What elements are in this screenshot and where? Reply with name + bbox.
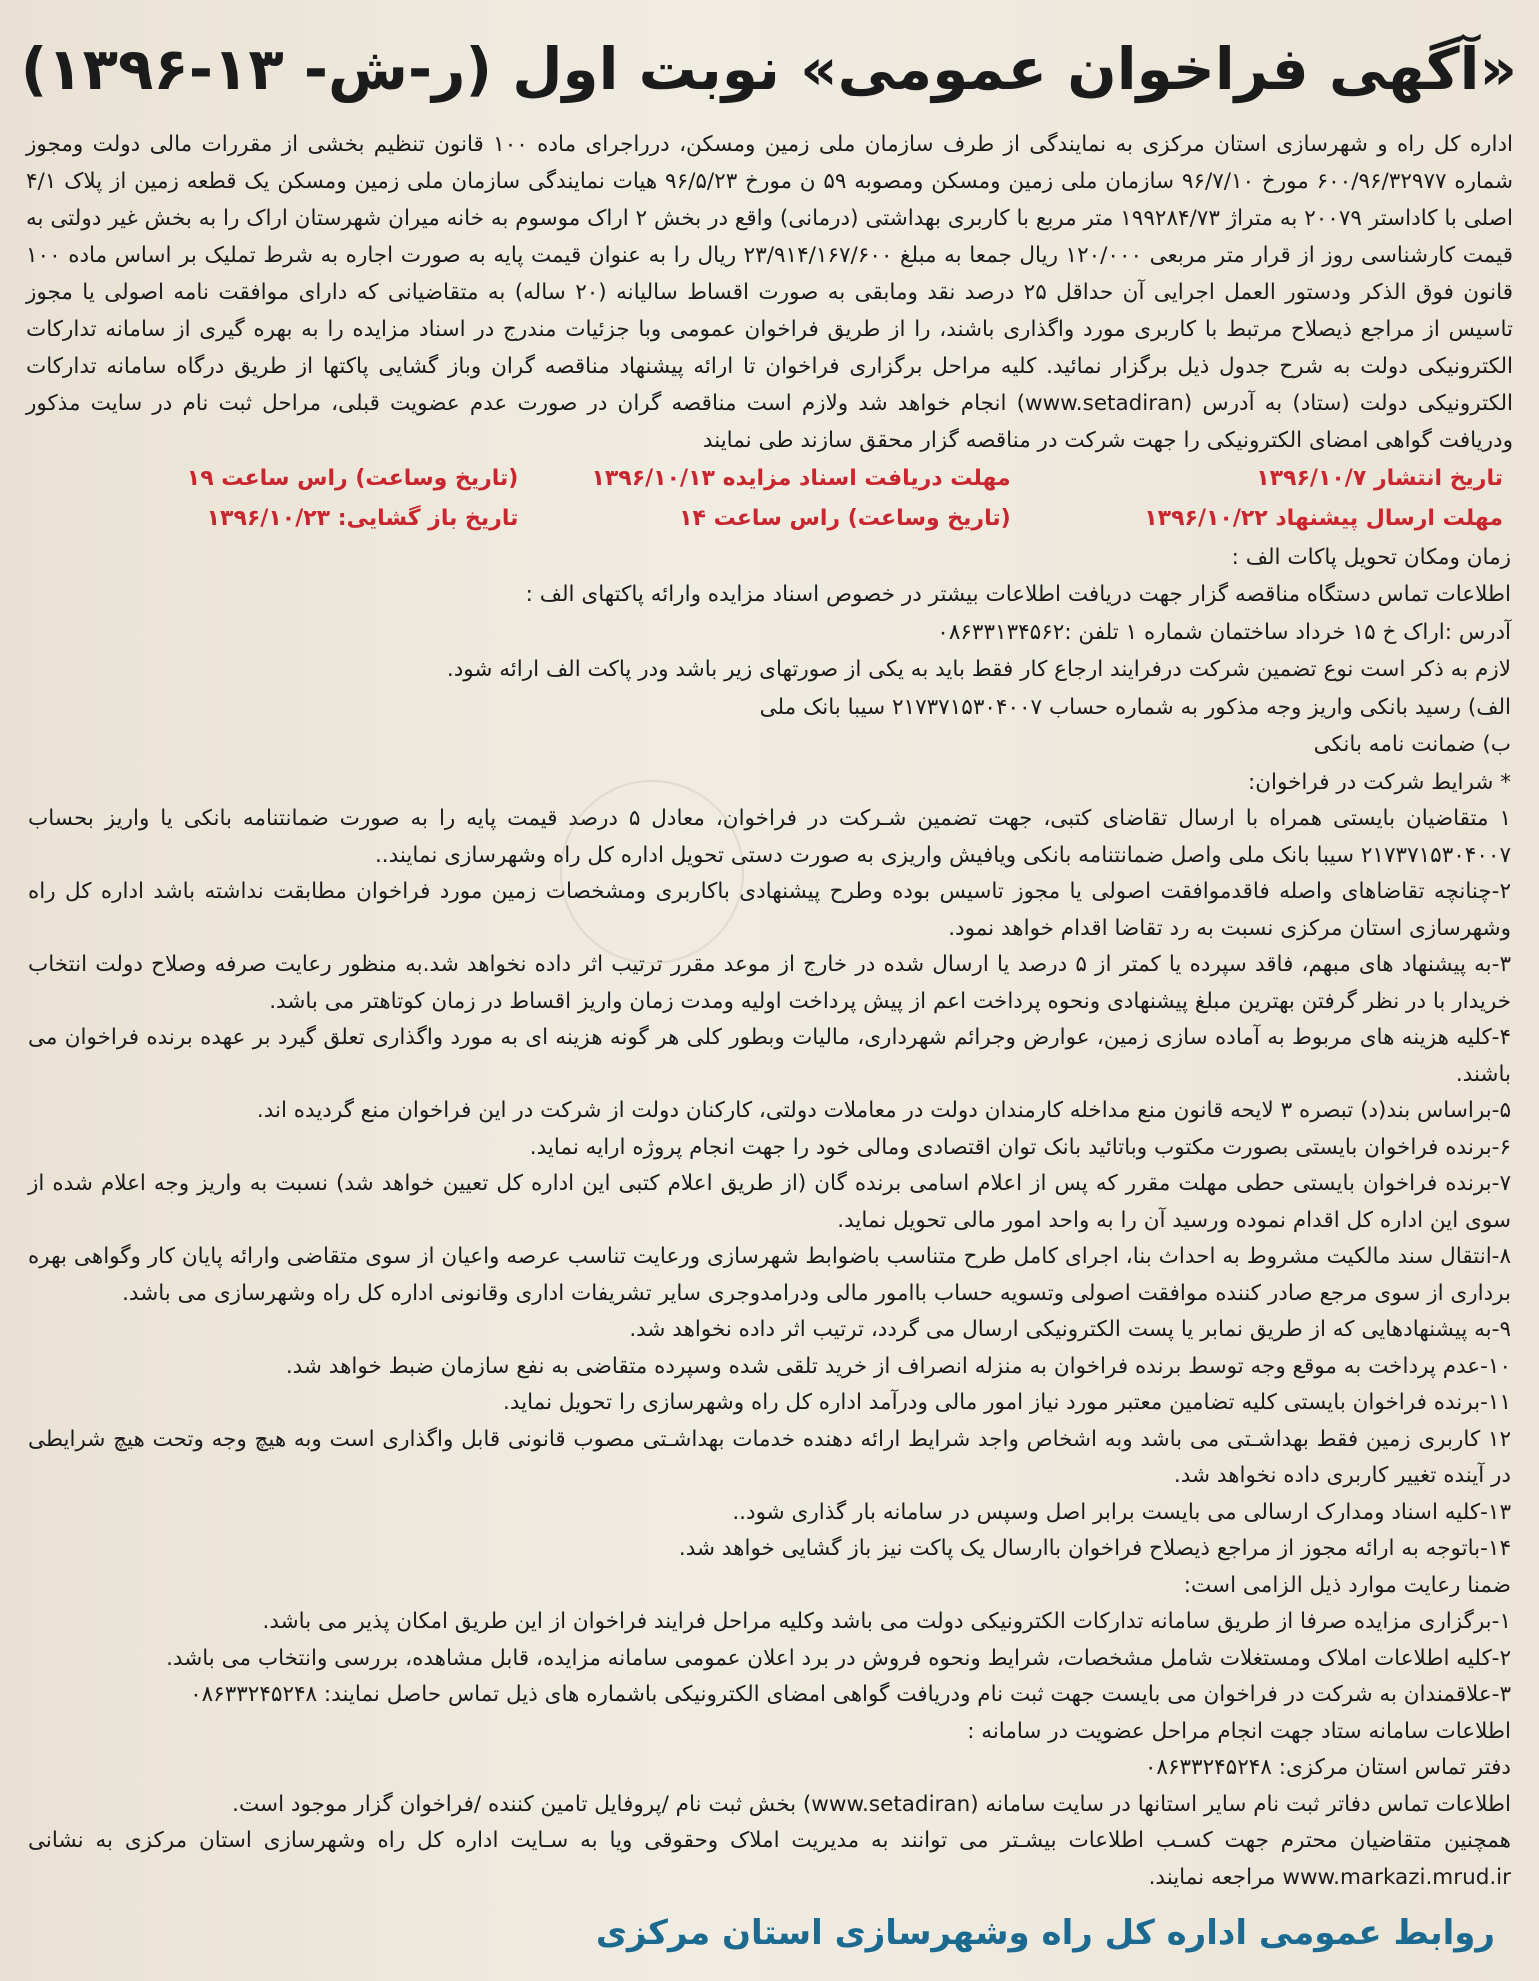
- more-info-line: همچنین متقاضیان محترم جهت کسـب اطلاعات بیشـتر می توانند به مدیریت املاک وحقوقی ویا به سـایت اداره کل راه وشهرسازی استان مرکزی به نشانی www.markazi.mrud.ir مراجعه نمایند.: [28, 1828, 1511, 1890]
- conditions-list: [28, 801, 1511, 1896]
- condition-item: ۲-چنانچه تقاضاهای واصله فاقدموافقت اصولی یا مجوز تاسیس بوده وطرح پیشنهادی باکاربری ومشخصات زمین مورد فراخوان مطابقت نداشته باشد اداره کل راه وشهرسازی استان مرکزی نسبت به رد تقاضا اقدام خواهد نمود.: [28, 879, 1511, 941]
- guarantee-option-a: الف) رسید بانکی واریز وجه مذکور به شماره حساب ۲۱۷۳۷۱۵۳۰۴۰۰۷ سیبا بانک ملی: [759, 694, 1511, 720]
- condition-item: ۶-برنده فراخوان بایستی بصورت مکتوب وباتائید بانک توان اقتصادی ومالی خود را جهت انجام پروژه ارایه نماید.: [529, 1134, 1511, 1160]
- publish-date: تاریخ انتشار ۱۳۹۶/۱۰/۷: [1256, 465, 1503, 491]
- notice-title: «آگهی فراخوان عمومی» نوبت اول (ر-ش- ۱۳-۱۳۹۶): [20, 35, 1517, 103]
- condition-item: ۱۰-عدم پرداخت به موقع وجه توسط برنده فراخوان به منزله انصراف از خرید تلقی شده وسپرده متقاضی به نفع سازمان ضبط خواهد شد.: [285, 1353, 1511, 1379]
- delivery-line: زمان ومکان تحویل پاکات الف :: [1231, 544, 1511, 570]
- guarantee-option-b: ب) ضمانت نامه بانکی: [1313, 732, 1511, 758]
- condition-item: ۱۳-کلیه اسناد ومدارک ارسالی می بایست برابر اصل وسپس در سامانه بار گذاری شود..: [732, 1499, 1511, 1525]
- bid-deadline: مهلت ارسال پیشنهاد ۱۳۹۶/۱۰/۲۲: [1144, 505, 1503, 531]
- office-contact-line: دفتر تماس استان مرکزی: ۰۸۶۳۳۲۴۵۲۴۸: [1144, 1755, 1511, 1781]
- condition-item: ۵-براساس بند(د) تبصره ۳ لایحه قانون منع مداخله کارمندان دولت در معاملات دولتی، کارکنان دولت از شرکت در این فراخوان منع گردیده اند.: [256, 1098, 1511, 1124]
- guarantee-note: لازم به ذکر است نوع تضمین شرکت درفرایند ارجاع کار فقط باید به یکی از صورتهای زیر باشد ودر پاکت الف ارائه شود.: [446, 657, 1511, 683]
- condition-item: ۱۱-برنده فراخوان بایستی کلیه تضامین معتبر مورد نیاز امور مالی ودرآمد اداره کل راه وشهرسازی را تحویل نماید.: [503, 1390, 1511, 1416]
- opening-date: تاریخ باز گشایی: ۱۳۹۶/۱۰/۲۳: [206, 505, 519, 531]
- condition-item: ۳-به پیشنهاد های مبهم، فاقد سپرده یا کمتر از ۵ درصد یا ارسال شده در خارج از موعد مقرر ترتیب اثر داده نخواهد شد.به منظور رعایت صرفه وصلاح دولت انتخاب خریدار با در نظر گرفتن بهترین مبلغ پیشنهادی ونحوه پرداخت اعم از پیش پرداخت اولیه ومدت زمان واریز اقساط در زمان کوتاهتر می باشد.: [28, 952, 1511, 1014]
- docs-time: (تاریخ وساعت) راس ساعت ۱۹: [186, 465, 519, 491]
- requirement-item: ۳-علاقمندان به شرکت در فراخوان می بایست جهت ثبت نام ودریافت گواهی امضای الکترونیکی باشماره های ذیل تماس حاصل نمایند: ۰۸۶۳۳۲۴۵۲۴۸: [190, 1682, 1511, 1708]
- info-block: [28, 539, 1511, 802]
- contact-heading: اطلاعات تماس دستگاه مناقصه گزار جهت دریافت اطلاعات بیشتر در خصوص اسناد مزایده وارائه پاکتهای الف :: [525, 582, 1511, 608]
- condition-item: ۹-به پیشنهادهایی که از طریق نمابر یا پست الکترونیکی ارسال می گردد، ترتیب اثر داده نخواهد شد.: [629, 1317, 1511, 1343]
- conditions-heading: * شرایط شرکت در فراخوان:: [1247, 769, 1511, 795]
- condition-item: ۱۲ کاربری زمین فقط بهداشـتی می باشد وبه اشخاص واجد شرایط ارائه دهنده خدمات بهداشـتی مصوب قانونی قابل واگذاری است وبه هیچ وجه وتحت هیچ شرایطی در آینده تغییر کاربری داده نخواهد شد.: [28, 1426, 1511, 1489]
- condition-item: ۱۴-باتوجه به ارائه مجوز از مراجع ذیصلاح فراخوان باارسال یک پاکت نیز باز گشایی خواهد شد.: [678, 1536, 1511, 1562]
- docs-deadline: مهلت دریافت اسناد مزایده ۱۳۹۶/۱۰/۱۳: [591, 465, 1011, 491]
- condition-item: ۷-برنده فراخوان بایستی حطی مهلت مقرر که پس از اعلام اسامی برنده گان (از طریق اعلام کتبی این اداره کل تعیین خواهد شد) نسبت به واریز وجه اعلام شده از سوی این اداره کل اقدام نموده ورسید آن را به واحد امور مالی تحویل نماید.: [28, 1171, 1511, 1233]
- other-provinces-line: اطلاعات تماس دفاتر ثبت نام سایر استانها در سایت سامانه (www.setadiran) بخش ثبت نام /پروفایل تامین کننده /فراخوان گزار موجود است.: [232, 1791, 1511, 1817]
- requirement-item: ۱-برگزاری مزایده صرفا از طریق سامانه تدارکات الکترونیکی دولت می باشد وکلیه مراحل فرایند فراخوان از این طریق امکان پذیر می باشد.: [262, 1609, 1511, 1635]
- setad-info-line: اطلاعات سامانه ستاد جهت انجام مراحل عضویت در سامانه :: [967, 1718, 1511, 1744]
- footer-signature: روابط عمومی اداره کل راه وشهرسازی استان مرکزی: [595, 1913, 1495, 1953]
- dates-table: [36, 459, 1503, 539]
- address-line: آدرس :اراک خ ۱۵ خرداد ساختمان شماره ۱ تلفن :۰۸۶۳۳۱۳۴۵۶۲: [937, 619, 1511, 645]
- bid-time: (تاریخ وساعت) راس ساعت ۱۴: [679, 505, 1011, 531]
- condition-item: ۴-کلیه هزینه های مربوط به آماده سازی زمین، عوارض وجرائم شهرداری، مالیات وبطور کلی هر گونه هزینه ای به مورد واگذاری تعلق گیرد بر عهده برنده فراخوان می باشند.: [28, 1025, 1511, 1087]
- requirements-heading: ضمنا رعایت موارد ذیل الزامی است:: [1183, 1572, 1511, 1598]
- condition-item: ۸-انتقال سند مالکیت مشروط به احداث بنا، اجرای کامل طرح متناسب باضوابط شهرسازی ورعایت تناسب عرصه واعیان از سوی متقاضی وارائه پایان کار وگواهی بهره برداری از سوی مرجع صادر کننده موافقت اصولی وتسویه حساب باامور مالی ودرامدوجری سایر تشریفات اداری وقانونی اداره کل راه وشهرسازی می باشد.: [28, 1244, 1511, 1306]
- requirement-item: ۲-کلیه اطلاعات املاک ومستغلات شامل مشخصات، شرایط ونحوه فروش در برد اعلان عمومی سامانه مزایده، قابل مشاهده، بررسی وانتخاب می باشد.: [166, 1645, 1511, 1671]
- condition-item: ۱ متقاضیان بایستی همراه با ارسال تقاضای کتبی، جهت تضمین شـرکت در فراخوان، معادل ۵ درصد قیمت پایه را به صورت ضمانتنامه بانکی یا واریز بحساب ۲۱۷۳۷۱۵۳۰۴۰۰۷ سیبا بانک ملی واصل ضمانتنامه بانکی ویافیش واریزی به صورت دستی تحویل اداره کل راه وشهرسازی نمایند..: [28, 806, 1511, 868]
- intro-paragraph: اداره کل راه و شهرسازی استان مرکزی به نمایندگی از طرف سازمان ملی زمین ومسکن، درراجرای ماده ۱۰۰ قانون تنظیم بخشی از مقررات مالی دولت ومجوز شماره ۶۰۰/۹۶/۳۲۹۷۷ مورخ ۹۶/۷/۱۰ سازمان ملی زمین ومسکن ومصوبه ۵۹ ن مورخ ۹۶/۵/۲۳ هیات نمایندگی سازمان ملی زمین ومسکن یک قطعه زمین از پلاک ۴/۱ اصلی با کاداستر ۲۰۰۷۹ به متراژ ۱۹۹۲۸۴/۷۳ متر مربع با کاربری بهداشتی (درمانی) واقع در بخش ۲ اراک موسوم به خانه میران شهرستان اراک را به بخش غیر دولتی به قیمت کارشناسی روز از قرار متر مربعی ۱۲۰/۰۰۰ ریال جمعا به مبلغ ۲۳/۹۱۴/۱۶۷/۶۰۰ ریال را به عنوان قیمت پایه به صورت اجاره به شرط تملیک بر اساس ماده ۱۰۰ قانون فوق الذکر ودستور العمل اجرایی آن حداقل ۲۵ درصد نقد ومابقی به صورت اقساط سالیانه (۲۰ ساله) به متقاضیانی که دارای موافقت نامه اصولی یا مجوز تاسیس از مراجع ذیصلاح مرتبط با کاربری مورد واگذاری باشند، را از طریق فراخوان عمومی وبا جزئیات مندرج در اسناد مزایده را به بهره گیری از سامانه تدارکات الکترونیکی دولت به شرح جدول ذیل برگزار نمائید. کلیه مراحل برگزاری فراخوان تا ارائه پیشنهاد مناقصه گران وباز گشایی پاکتها از طریق درگاه سامانه تدارکات الکترونیکی دولت (ستاد) به آدرس (www.setadiran) انجام خواهد شد ولازم است مناقصه گران در صورت عدم عضویت قبلی، مراحل ثبت نام در سایت مذکور ودریافت گواهی امضای الکترونیکی را جهت شرکت در مناقصه گزار محقق سازند طی نمایند: [26, 131, 1514, 453]
